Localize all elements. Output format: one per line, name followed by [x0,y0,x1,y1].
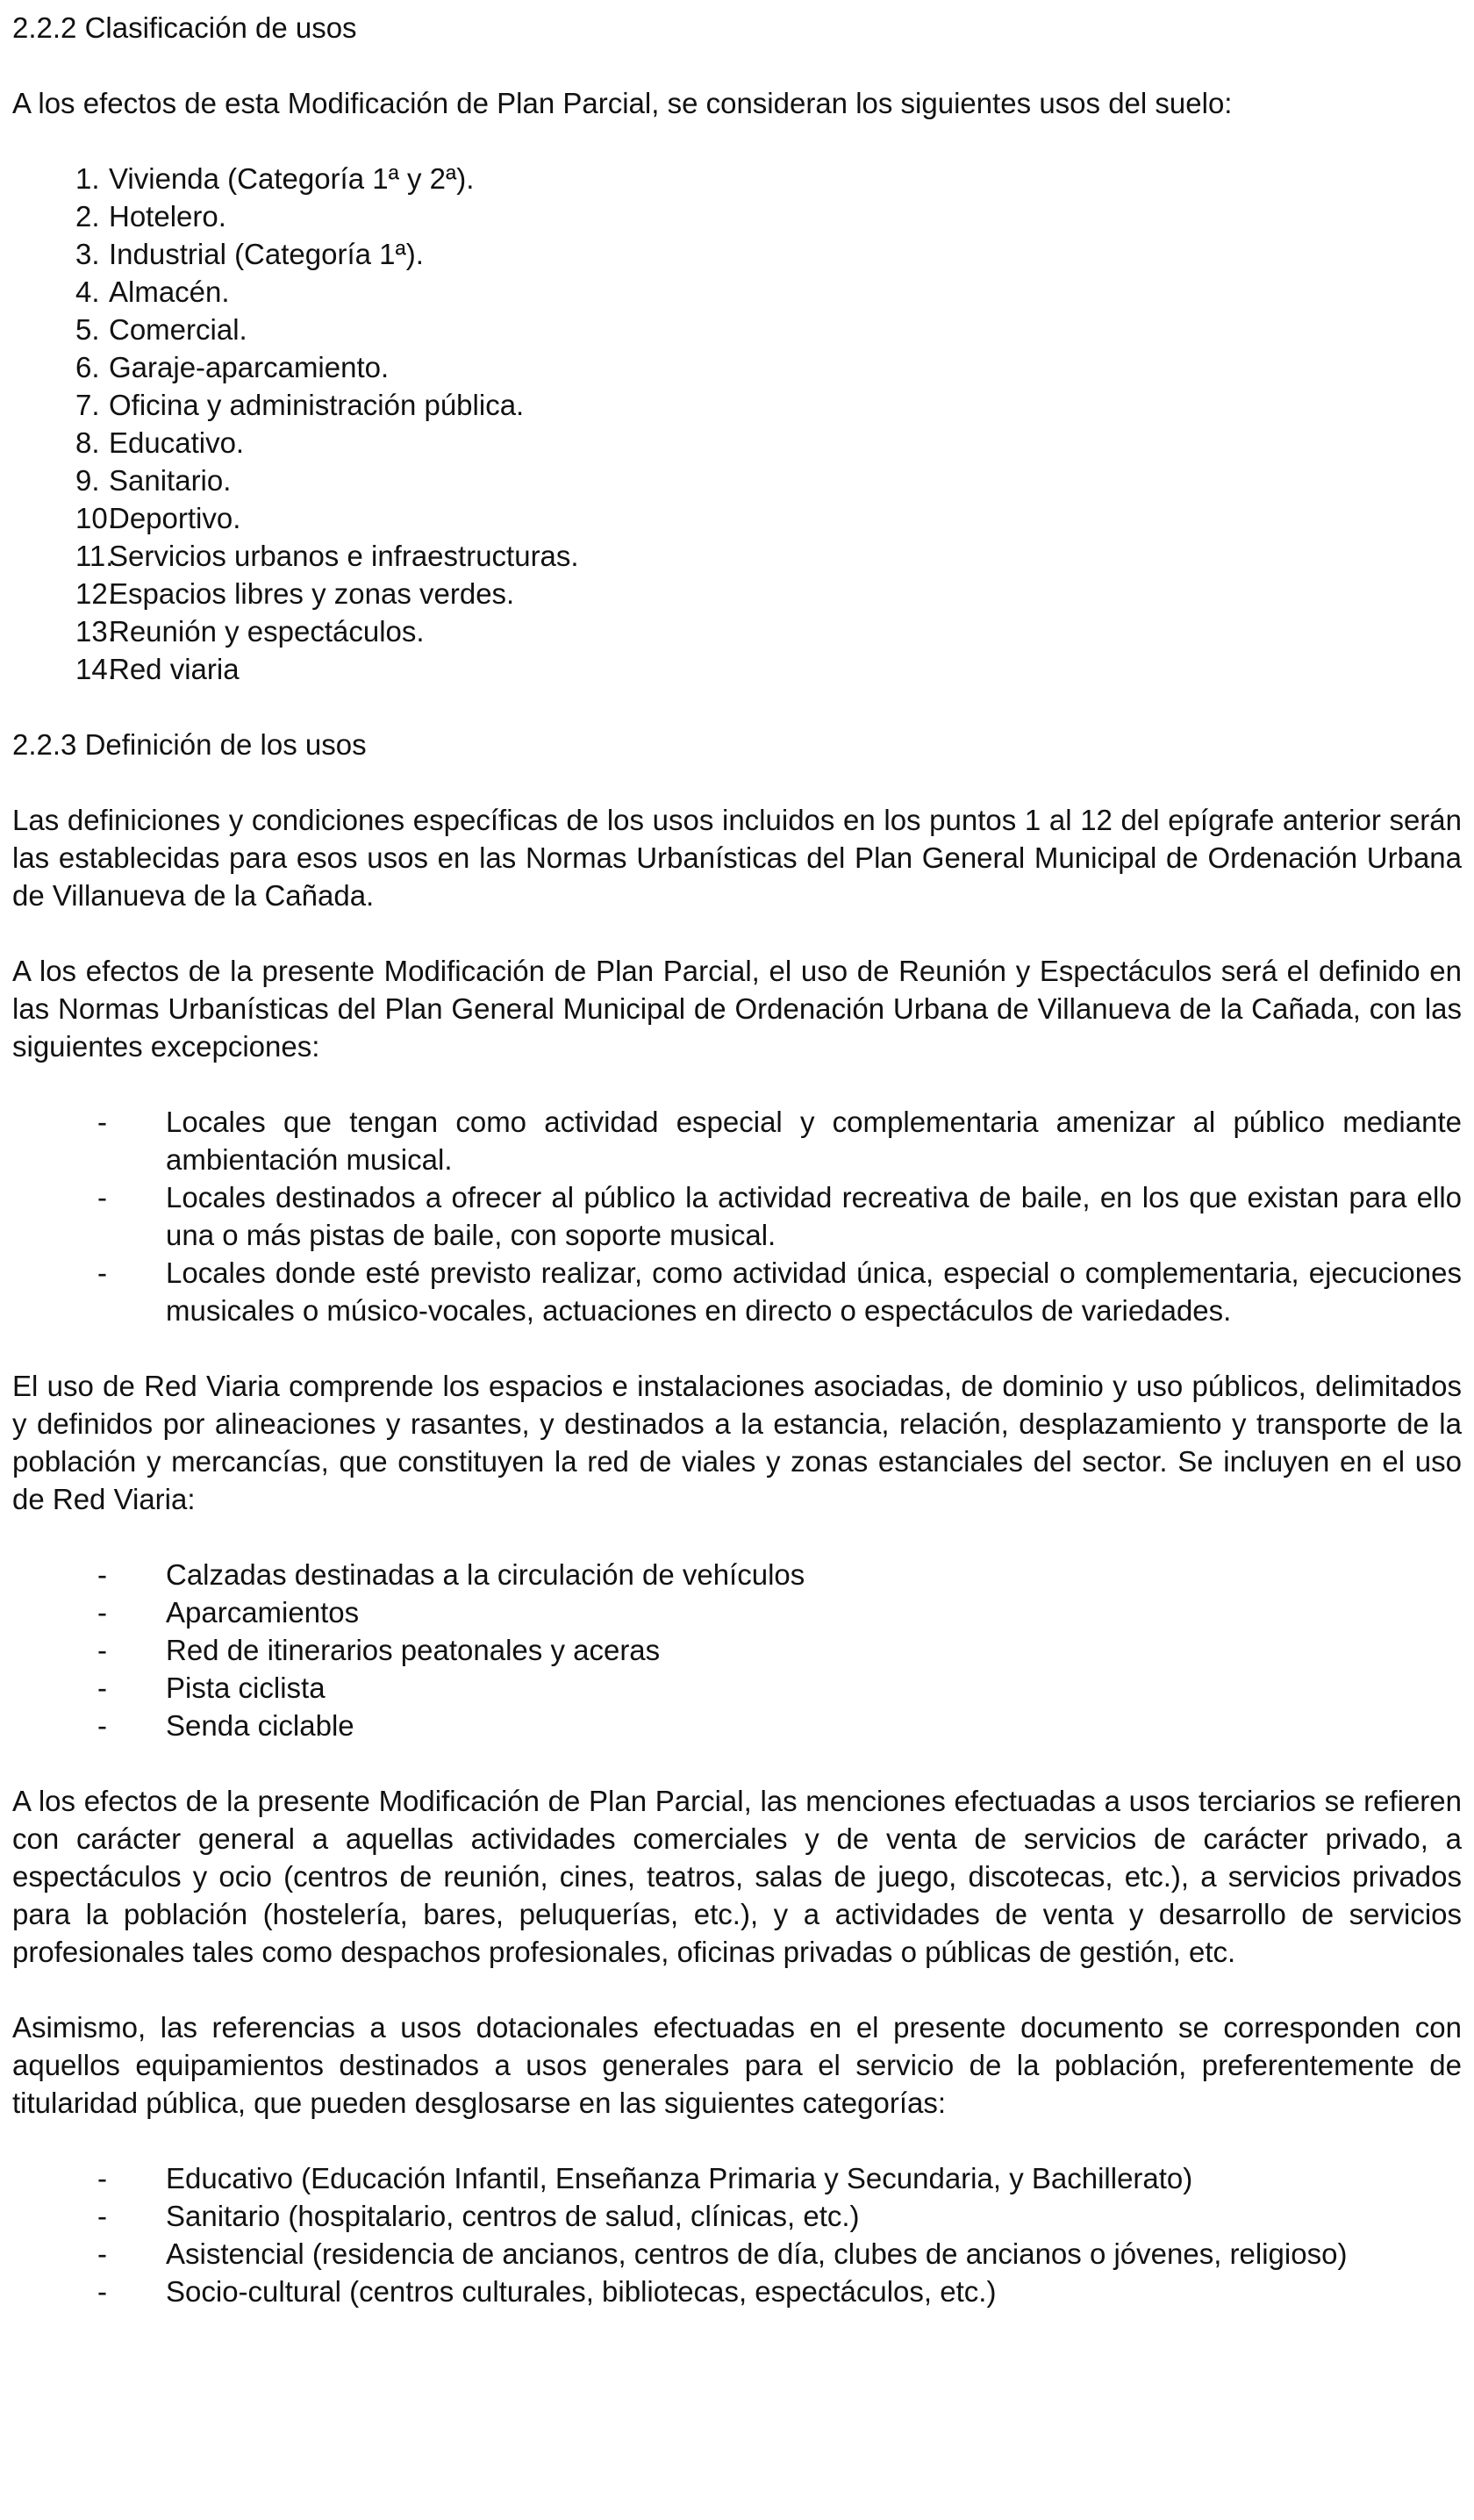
list-item: 4. Almacén. [75,276,230,308]
list-item: - Socio-cultural (centros culturales, bibliotecas, espectáculos, etc.) [97,2275,997,2308]
definition-paragraph-5: Asimismo, las referencias a usos dotacionales efectuadas en el presente documento se corresponden con aquellos equipamientos destinados a usos generales para el servicio de la población, preferentemente de titularidad pública, que pueden desglosarse en las siguientes categorías: [12,2011,1462,2119]
list-item: 9. Sanitario. [75,464,232,497]
list-item: 2. Hotelero. [75,200,226,233]
section-heading-definition: 2.2.3 Definición de los usos [12,728,367,761]
list-item: - Asistencial (residencia de ancianos, centros de día, clubes de ancianos o jóvenes, religioso) [97,2237,1348,2270]
uses-list [12,160,1462,688]
list-item: 14. Red viaria [75,653,240,685]
definition-paragraph-3: El uso de Red Viaria comprende los espacios e instalaciones asociadas, de dominio y uso públicos, delimitados y definidos por alineaciones y rasantes, y destinados a la estancia, relación, desplazamiento y transporte de la población y mercancías, que constituyen la red de viales y zonas estanciales del sector. Se incluyen en el uso de Red Viaria: [12,1370,1462,1515]
list-item: - Red de itinerarios peatonales y aceras [97,1634,661,1666]
classification-intro: A los efectos de esta Modificación de Plan Parcial, se consideran los siguientes usos del suelo: [12,87,1233,119]
list-item: - Locales que tengan como actividad especial y complementaria amenizar al público mediante ambientación musical. [97,1106,1462,1176]
list-item: 7. Oficina y administración pública. [75,389,525,421]
definition-paragraph-4: A los efectos de la presente Modificación de Plan Parcial, las menciones efectuadas a usos terciarios se refieren con carácter general a aquellas actividades comerciales y de venta de servicios de carácter privado, a espectáculos y ocio (centros de reunión, cines, teatros, salas de juego, discotecas, etc.), a servicios privados para la población (hostelería, bares, peluquerías, etc.), y a actividades de venta y desarrollo de servicios profesionales tales como despachos profesionales, oficinas privadas o públicas de gestión, etc. [12,1785,1462,1968]
definition-paragraph-2: A los efectos de la presente Modificación de Plan Parcial, el uso de Reunión y Espectáculos será el definido en las Normas Urbanísticas del Plan General Municipal de Ordenación Urbana de Villanueva de la Cañada, con las siguientes excepciones: [12,955,1462,1063]
road-items-list [12,1556,1462,1744]
definition-paragraph-1: Las definiciones y condiciones específicas de los usos incluidos en los puntos 1 al 12 del epígrafe anterior serán las establecidas para esos usos en las Normas Urbanísticas del Plan General Municipal de Ordenación Urbana de Villanueva de la Cañada. [12,804,1462,912]
list-item: - Senda ciclable [97,1709,354,1742]
list-item: 6. Garaje-aparcamiento. [75,351,390,383]
exceptions-list [12,1103,1462,1329]
list-item: - Locales donde esté previsto realizar, como actividad única, especial o complementaria, ejecuciones musicales o músico-vocales, actuaciones en directo o espectáculos de variedades. [97,1256,1462,1327]
list-item: 8. Educativo. [75,426,245,459]
list-item: - Locales destinados a ofrecer al público la actividad recreativa de baile, en los que existan para ello una o más pistas de baile, con soporte musical. [97,1181,1462,1251]
list-item: - Sanitario (hospitalario, centros de salud, clínicas, etc.) [97,2200,860,2232]
section-heading-classification: 2.2.2 Clasificación de usos [12,11,357,44]
list-item: 3. Industrial (Categoría 1ª). [75,238,424,270]
list-item: 5. Comercial. [75,313,247,346]
list-item: - Calzadas destinadas a la circulación de vehículos [97,1558,805,1591]
list-item: 10. Deportivo. [75,502,241,534]
list-item: 1. Vivienda (Categoría 1ª y 2ª). [75,162,475,195]
list-item: - Pista ciclista [97,1672,326,1704]
list-item: 11. Servicios urbanos e infraestructuras. [75,540,579,572]
list-item: 12. Espacios libres y zonas verdes. [75,577,515,610]
list-item: 13. Reunión y espectáculos. [75,615,425,648]
list-item: - Aparcamientos [97,1596,360,1629]
categories-list [12,2159,1462,2310]
list-item: - Educativo (Educación Infantil, Enseñanza Primaria y Secundaria, y Bachillerato) [97,2162,1193,2194]
